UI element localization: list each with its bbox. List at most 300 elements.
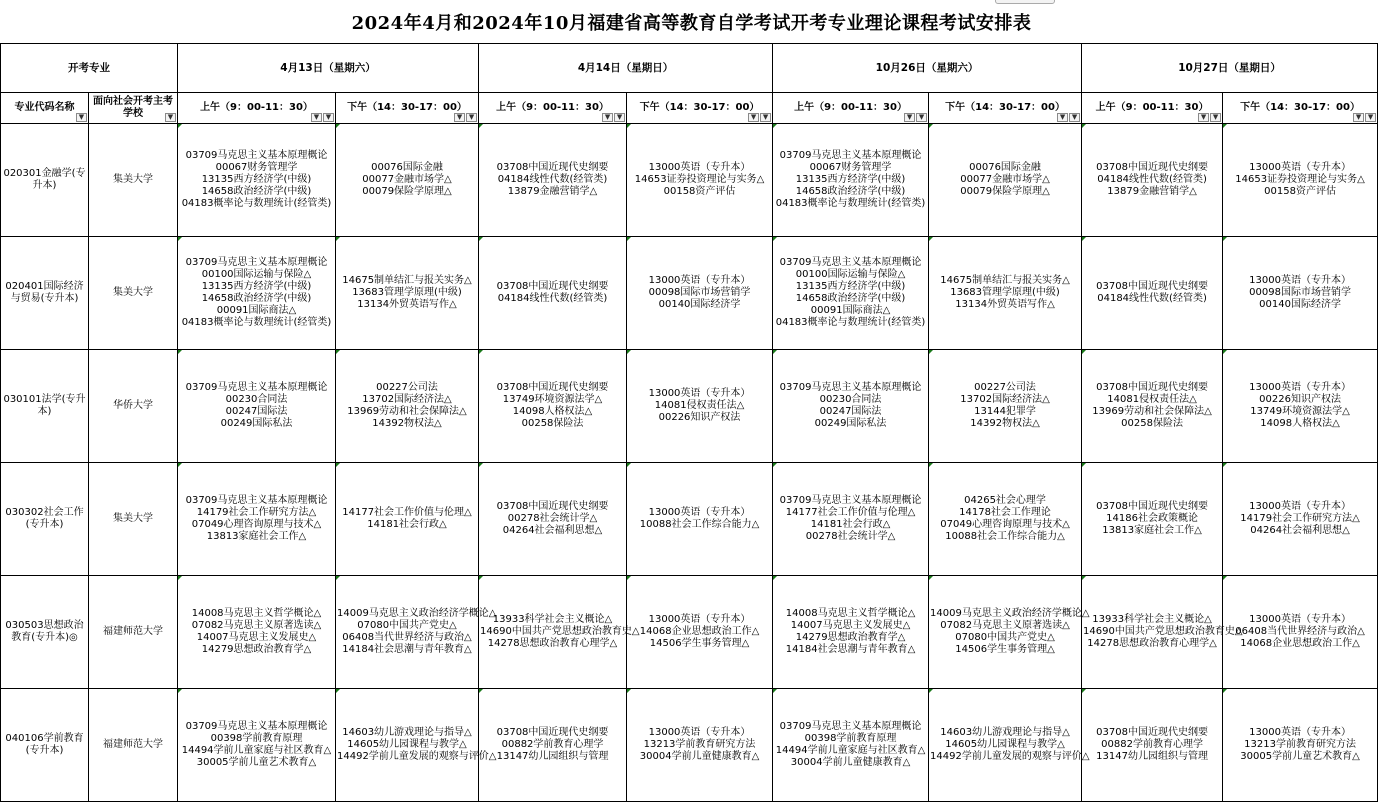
course-item: 14690中国共产党思想政治教育史△ xyxy=(1083,626,1243,637)
course-cell[interactable] xyxy=(1223,124,1378,237)
comment-marker-icon xyxy=(929,350,933,354)
course-item: 14098人格权法△ xyxy=(1260,418,1340,429)
course-item: 14179社会工作研究方法△ xyxy=(1240,513,1360,524)
comment-marker-icon xyxy=(479,237,483,241)
course-cell[interactable] xyxy=(929,350,1082,463)
course-item: 00079保险学原理△ xyxy=(362,186,452,197)
course-cell[interactable] xyxy=(1223,689,1378,802)
major-cell[interactable]: 030302社会工作(专升本) xyxy=(1,463,89,576)
comment-marker-icon xyxy=(1082,576,1086,580)
course-item: 14506学生事务管理△ xyxy=(649,638,750,649)
course-cell[interactable] xyxy=(929,237,1082,350)
course-item: 00067财务管理学 xyxy=(215,162,298,173)
school-cell[interactable]: 福建师范大学 xyxy=(89,689,178,802)
course-item: 14278思想政治教育心理学△ xyxy=(1087,638,1217,649)
school-cell[interactable]: 集美大学 xyxy=(89,463,178,576)
date-header-1: 4月13日（星期六） xyxy=(178,44,479,93)
course-cell[interactable] xyxy=(773,689,929,802)
course-item: 03709马克思主义基本原理概论 xyxy=(779,150,922,161)
school-cell[interactable]: 集美大学 xyxy=(89,237,178,350)
comment-marker-icon xyxy=(1082,689,1086,693)
course-item: 00100国际运输与保险△ xyxy=(795,269,906,280)
filter-dropdown-icon[interactable]: ▼ xyxy=(1353,113,1364,122)
course-cell[interactable] xyxy=(479,350,627,463)
course-item: 03709马克思主义基本原理概论 xyxy=(185,495,328,506)
filter-dropdown-icon[interactable]: ▼ xyxy=(602,113,613,122)
comment-marker-icon xyxy=(627,576,631,580)
course-item: 03709马克思主义基本原理概论 xyxy=(185,150,328,161)
major-group-header: 开考专业 xyxy=(1,44,178,93)
course-item: 14081侵权责任法△ xyxy=(654,400,745,411)
course-item: 03709马克思主义基本原理概论 xyxy=(185,382,328,393)
course-item: 13147幼儿园组织与管理 xyxy=(496,751,609,762)
course-item: 03709马克思主义基本原理概论 xyxy=(779,721,922,732)
filter-dropdown-icon[interactable]: ▼ xyxy=(1210,113,1221,122)
course-item: 14186社会政策概论 xyxy=(1106,513,1198,524)
course-item: 13969劳动和社会保障法△ xyxy=(1092,406,1212,417)
filter-dropdown-icon[interactable]: ▼ xyxy=(748,113,759,122)
course-item: 13000英语（专升本） xyxy=(1249,727,1351,738)
course-item: 14007马克思主义发展史△ xyxy=(790,620,911,631)
comment-marker-icon xyxy=(1223,350,1227,354)
course-item: 14494学前儿童家庭与社区教育△ xyxy=(775,745,926,756)
comment-marker-icon xyxy=(1223,237,1227,241)
comment-marker-icon xyxy=(773,124,777,128)
course-cell[interactable] xyxy=(627,350,773,463)
course-item: 14177社会工作价值与伦理△ xyxy=(785,507,916,518)
comment-marker-icon xyxy=(627,350,631,354)
course-item: 07082马克思主义原著选读△ xyxy=(940,620,1070,631)
major-cell[interactable]: 020401国际经济与贸易(专升本) xyxy=(1,237,89,350)
course-item: 07049心理咨询原理与技术△ xyxy=(191,519,322,530)
course-item: 14492学前儿童发展的观察与评价△ xyxy=(930,751,1090,762)
course-item: 13144犯罪学 xyxy=(974,406,1036,417)
course-item: 14179社会工作研究方法△ xyxy=(196,507,317,518)
course-cell[interactable] xyxy=(336,350,479,463)
table-row xyxy=(1,463,1378,576)
course-cell[interactable] xyxy=(479,576,640,689)
course-item: 13813家庭社会工作△ xyxy=(1102,525,1202,536)
course-item: 03709马克思主义基本原理概论 xyxy=(185,721,328,732)
course-cell[interactable] xyxy=(1082,350,1223,463)
major-cell[interactable]: 030503思想政治教育(专升本)◎ xyxy=(1,576,89,689)
course-item: 14603幼儿游戏理论与指导△ xyxy=(342,727,472,738)
course-item: 00249国际私法 xyxy=(814,418,887,429)
comment-marker-icon xyxy=(1223,124,1227,128)
course-cell[interactable] xyxy=(929,124,1082,237)
course-item: 04184线性代数(经管类) xyxy=(497,293,608,304)
comment-marker-icon xyxy=(1223,689,1227,693)
code-column-label: 专业代码名称 xyxy=(14,102,75,113)
comment-marker-icon xyxy=(336,350,340,354)
filter-dropdown-icon[interactable]: ▼ xyxy=(1365,113,1376,122)
course-item: 07049心理咨询原理与技术△ xyxy=(940,519,1070,530)
course-cell[interactable] xyxy=(336,124,479,237)
session-header-1-pm[interactable] xyxy=(336,93,479,124)
course-item: 00140国际经济学 xyxy=(1259,299,1341,310)
course-item: 14392物权法△ xyxy=(372,418,442,429)
course-item: 14653证券投资理论与实务△ xyxy=(634,174,765,185)
comment-marker-icon xyxy=(178,576,182,580)
course-cell[interactable] xyxy=(929,463,1082,576)
course-item: 13000英语（专升本） xyxy=(648,614,751,625)
course-item: 00230合同法 xyxy=(819,394,882,405)
course-item: 14675制单结汇与报关实务△ xyxy=(940,275,1070,286)
course-cell[interactable] xyxy=(336,576,497,689)
course-item: 00079保险学原理△ xyxy=(960,186,1050,197)
course-cell[interactable] xyxy=(929,576,1090,689)
filter-dropdown-icon[interactable]: ▼ xyxy=(466,113,477,122)
course-item: 04264社会福利思想△ xyxy=(1250,525,1350,536)
header-row-dates xyxy=(1,44,1378,93)
course-item: 13000英语（专升本） xyxy=(648,275,751,286)
filter-dropdown-icon[interactable]: ▼ xyxy=(1057,113,1068,122)
course-cell[interactable] xyxy=(178,124,336,237)
course-item: 06408当代世界经济与政治△ xyxy=(1235,626,1365,637)
session-header-4-am[interactable] xyxy=(1082,93,1223,124)
session-header-4-pm[interactable] xyxy=(1223,93,1378,124)
course-item: 30004学前儿童健康教育△ xyxy=(790,757,911,768)
comment-marker-icon xyxy=(178,350,182,354)
course-item: 13000英语（专升本） xyxy=(1249,382,1351,393)
course-item: 00249国际私法 xyxy=(220,418,293,429)
session-label: 下午（14：30-17：00） xyxy=(639,102,760,113)
course-cell[interactable] xyxy=(479,463,627,576)
course-item: 00882学前教育心理学 xyxy=(501,739,604,750)
course-item: 00091国际商法△ xyxy=(810,305,891,316)
course-item: 00882学前教育心理学 xyxy=(1101,739,1203,750)
course-item: 13879金融营销学△ xyxy=(507,186,598,197)
course-item: 03709马克思主义基本原理概论 xyxy=(185,257,328,268)
course-item: 14675制单结汇与报关实务△ xyxy=(342,275,472,286)
date-header-3: 10月26日（星期六） xyxy=(773,44,1082,93)
comment-marker-icon xyxy=(479,689,483,693)
course-item: 03708中国近现代史纲要 xyxy=(1096,501,1208,512)
filter-dropdown-icon[interactable]: ▼ xyxy=(323,113,334,122)
filter-dropdown-icon[interactable]: ▼ xyxy=(76,113,87,122)
course-cell[interactable] xyxy=(479,237,627,350)
course-item: 00230合同法 xyxy=(225,394,288,405)
course-item: 04184线性代数(经管类) xyxy=(497,174,608,185)
course-cell[interactable] xyxy=(627,124,773,237)
course-item: 10088社会工作综合能力△ xyxy=(639,519,760,530)
course-cell[interactable] xyxy=(1082,689,1223,802)
course-item: 14177社会工作价值与伦理△ xyxy=(342,507,472,518)
school-column-label: 面向社会开考主考学校 xyxy=(93,96,173,119)
course-item: 07082马克思主义原著选读△ xyxy=(191,620,322,631)
school-column-header[interactable] xyxy=(89,93,178,124)
title-bar xyxy=(0,0,1383,43)
course-cell[interactable] xyxy=(336,689,497,802)
course-item: 13135西方经济学(中级) xyxy=(201,281,312,292)
course-item: 13969劳动和社会保障法△ xyxy=(347,406,467,417)
course-item: 07080中国共产党史△ xyxy=(955,632,1055,643)
school-cell[interactable]: 华侨大学 xyxy=(89,350,178,463)
course-item: 04183概率论与数理统计(经管类) xyxy=(775,198,926,209)
course-item: 00278社会统计学△ xyxy=(507,513,598,524)
course-cell[interactable] xyxy=(1223,237,1378,350)
course-item: 13933科学社会主义概论△ xyxy=(492,614,613,625)
session-header-3-pm[interactable] xyxy=(929,93,1082,124)
course-item: 00158资产评估 xyxy=(1264,186,1336,197)
course-item: 14068企业思想政治工作△ xyxy=(639,626,760,637)
course-cell[interactable] xyxy=(1082,463,1223,576)
course-item: 13134外贸英语写作△ xyxy=(357,299,457,310)
course-item: 03708中国近现代史纲要 xyxy=(1096,382,1208,393)
course-item: 13683管理学原理(中级) xyxy=(352,287,462,298)
session-label: 上午（9：00-11：30） xyxy=(496,102,609,113)
course-item: 14184社会思潮与青年教育△ xyxy=(342,644,472,655)
session-header-1-am[interactable] xyxy=(178,93,336,124)
course-item: 13213学前教育研究方法 xyxy=(643,739,756,750)
toolbar-button[interactable] xyxy=(995,0,1055,4)
comment-marker-icon xyxy=(1082,124,1086,128)
course-item: 03708中国近现代史纲要 xyxy=(496,162,609,173)
course-item: 03708中国近现代史纲要 xyxy=(496,281,609,292)
course-cell[interactable] xyxy=(1082,576,1243,689)
course-item: 00140国际经济学 xyxy=(658,299,741,310)
course-item: 14658政治经济学(中级) xyxy=(201,293,312,304)
course-cell[interactable] xyxy=(1082,124,1223,237)
table-row xyxy=(1,576,1378,689)
course-item: 13683管理学原理(中级) xyxy=(950,287,1060,298)
course-item: 13749环境资源法学△ xyxy=(1250,406,1350,417)
course-item: 00227公司法 xyxy=(376,382,438,393)
comment-marker-icon xyxy=(773,576,777,580)
code-column-header[interactable] xyxy=(1,93,89,124)
course-item: 00247国际法 xyxy=(819,406,882,417)
comment-marker-icon xyxy=(773,350,777,354)
course-cell[interactable] xyxy=(627,576,773,689)
comment-marker-icon xyxy=(178,124,182,128)
date-header-4: 10月27日（星期日） xyxy=(1082,44,1378,93)
comment-marker-icon xyxy=(479,463,483,467)
course-item: 03708中国近现代史纲要 xyxy=(496,727,609,738)
course-item: 00278社会统计学△ xyxy=(805,531,896,542)
course-item: 04265社会心理学 xyxy=(964,495,1046,506)
course-cell[interactable] xyxy=(773,350,929,463)
course-item: 14494学前儿童家庭与社区教育△ xyxy=(181,745,332,756)
table-row xyxy=(1,124,1378,237)
session-label: 上午（9：00-11：30） xyxy=(200,102,313,113)
comment-marker-icon xyxy=(929,237,933,241)
course-cell[interactable] xyxy=(178,463,336,576)
course-cell[interactable] xyxy=(178,576,336,689)
course-item: 13000英语（专升本） xyxy=(648,727,751,738)
course-item: 03709马克思主义基本原理概论 xyxy=(779,257,922,268)
comment-marker-icon xyxy=(336,576,340,580)
comment-marker-icon xyxy=(1082,237,1086,241)
course-item: 14181社会行政△ xyxy=(810,519,891,530)
course-cell[interactable] xyxy=(627,463,773,576)
course-item: 13749环境资源法学△ xyxy=(502,394,603,405)
course-item: 30005学前儿童艺术教育△ xyxy=(1240,751,1360,762)
course-item: 14181社会行政△ xyxy=(367,519,447,530)
course-item: 14492学前儿童发展的观察与评价△ xyxy=(337,751,497,762)
course-item: 13702国际经济法△ xyxy=(960,394,1050,405)
course-cell[interactable] xyxy=(178,350,336,463)
course-item: 14690中国共产党思想政治教育史△ xyxy=(480,626,640,637)
comment-marker-icon xyxy=(627,689,631,693)
comment-marker-icon xyxy=(929,576,933,580)
course-item: 00258保险法 xyxy=(1121,418,1183,429)
course-item: 13213学前教育研究方法 xyxy=(1244,739,1356,750)
session-header-2-am[interactable] xyxy=(479,93,627,124)
course-item: 00258保险法 xyxy=(521,418,584,429)
filter-dropdown-icon[interactable]: ▼ xyxy=(311,113,322,122)
major-cell[interactable]: 030101法学(专升本) xyxy=(1,350,89,463)
course-item: 13702国际经济法△ xyxy=(362,394,452,405)
course-item: 03709马克思主义基本原理概论 xyxy=(779,495,922,506)
course-item: 00226知识产权法 xyxy=(1259,394,1341,405)
course-item: 14506学生事务管理△ xyxy=(955,644,1055,655)
header-row-sessions xyxy=(1,93,1378,124)
course-item: 07080中国共产党史△ xyxy=(357,620,457,631)
course-cell[interactable] xyxy=(1082,237,1223,350)
course-item: 04184线性代数(经管类) xyxy=(1097,293,1207,304)
course-item: 14392物权法△ xyxy=(970,418,1040,429)
course-item: 00076国际金融 xyxy=(969,162,1041,173)
course-cell[interactable] xyxy=(627,689,773,802)
course-item: 13813家庭社会工作△ xyxy=(206,531,307,542)
course-cell[interactable] xyxy=(479,124,627,237)
filter-dropdown-icon[interactable]: ▼ xyxy=(1198,113,1209,122)
session-header-3-am[interactable] xyxy=(773,93,929,124)
session-label: 下午（14：30-17：00） xyxy=(347,102,467,113)
filter-dropdown-icon[interactable]: ▼ xyxy=(904,113,915,122)
date-header-2: 4月14日（星期日） xyxy=(479,44,773,93)
comment-marker-icon xyxy=(1082,463,1086,467)
course-item: 14605幼儿园课程与教学△ xyxy=(347,739,467,750)
course-item: 00077金融市场学△ xyxy=(960,174,1050,185)
course-item: 00247国际法 xyxy=(225,406,288,417)
school-cell[interactable]: 福建师范大学 xyxy=(89,576,178,689)
comment-marker-icon xyxy=(336,463,340,467)
exam-schedule-table xyxy=(0,43,1378,802)
course-item: 00091国际商法△ xyxy=(216,305,297,316)
course-item: 14098人格权法△ xyxy=(512,406,593,417)
comment-marker-icon xyxy=(479,124,483,128)
school-cell[interactable]: 集美大学 xyxy=(89,124,178,237)
comment-marker-icon xyxy=(178,463,182,467)
course-cell[interactable] xyxy=(336,237,479,350)
course-item: 14008马克思主义哲学概论△ xyxy=(785,608,916,619)
table-row xyxy=(1,689,1378,802)
course-item: 00076国际金融 xyxy=(371,162,443,173)
course-item: 14658政治经济学(中级) xyxy=(795,293,906,304)
course-item: 14007马克思主义发展史△ xyxy=(196,632,317,643)
course-item: 04183概率论与数理统计(经管类) xyxy=(775,317,926,328)
course-item: 13135西方经济学(中级) xyxy=(201,174,312,185)
course-item: 04184线性代数(经管类) xyxy=(1097,174,1207,185)
course-item: 13000英语（专升本） xyxy=(1249,275,1351,286)
course-item: 14658政治经济学(中级) xyxy=(201,186,312,197)
course-item: 03708中国近现代史纲要 xyxy=(1096,162,1208,173)
course-item: 13000英语（专升本） xyxy=(648,388,751,399)
course-item: 30004学前儿童健康教育△ xyxy=(639,751,760,762)
course-item: 04264社会福利思想△ xyxy=(502,525,603,536)
course-item: 00226知识产权法 xyxy=(658,412,741,423)
filter-dropdown-icon[interactable]: ▼ xyxy=(916,113,927,122)
course-item: 03708中国近现代史纲要 xyxy=(1096,281,1208,292)
comment-marker-icon xyxy=(929,689,933,693)
comment-marker-icon xyxy=(178,237,182,241)
course-item: 03708中国近现代史纲要 xyxy=(496,382,609,393)
session-header-2-pm[interactable] xyxy=(627,93,773,124)
session-label: 下午（14：30-17：00） xyxy=(1240,102,1360,113)
session-label: 上午（9：00-11：30） xyxy=(794,102,907,113)
course-cell[interactable] xyxy=(929,689,1090,802)
course-item: 13000英语（专升本） xyxy=(648,507,751,518)
course-cell[interactable] xyxy=(178,689,336,802)
comment-marker-icon xyxy=(773,237,777,241)
table-row xyxy=(1,237,1378,350)
filter-dropdown-icon[interactable]: ▼ xyxy=(1069,113,1080,122)
comment-marker-icon xyxy=(773,689,777,693)
course-item: 00077金融市场学△ xyxy=(362,174,452,185)
course-item: 03709马克思主义基本原理概论 xyxy=(779,382,922,393)
course-cell[interactable] xyxy=(1223,576,1378,689)
course-item: 14081侵权责任法△ xyxy=(1107,394,1197,405)
filter-dropdown-icon[interactable]: ▼ xyxy=(760,113,771,122)
comment-marker-icon xyxy=(336,124,340,128)
session-label: 下午（14：30-17：00） xyxy=(945,102,1065,113)
course-item: 00067财务管理学 xyxy=(809,162,892,173)
comment-marker-icon xyxy=(773,463,777,467)
course-cell[interactable] xyxy=(336,463,479,576)
course-item: 14278思想政治教育心理学△ xyxy=(487,638,618,649)
course-item: 13000英语（专升本） xyxy=(1249,162,1351,173)
course-item: 14009马克思主义政治经济学概论△ xyxy=(930,608,1090,619)
course-cell[interactable] xyxy=(1223,463,1378,576)
course-cell[interactable] xyxy=(773,463,929,576)
comment-marker-icon xyxy=(336,689,340,693)
course-cell[interactable] xyxy=(773,124,929,237)
session-label: 上午（9：00-11：30） xyxy=(1095,102,1209,113)
course-item: 13135西方经济学(中级) xyxy=(795,281,906,292)
major-cell[interactable]: 040106学前教育(专升本) xyxy=(1,689,89,802)
course-cell[interactable] xyxy=(178,237,336,350)
course-cell[interactable] xyxy=(479,689,627,802)
comment-marker-icon xyxy=(336,237,340,241)
comment-marker-icon xyxy=(1082,350,1086,354)
course-cell[interactable] xyxy=(773,237,929,350)
course-item: 00398学前教育原理 xyxy=(210,733,303,744)
course-item: 13000英语（专升本） xyxy=(1249,501,1351,512)
course-item: 13134外贸英语写作△ xyxy=(955,299,1055,310)
course-cell[interactable] xyxy=(627,237,773,350)
course-item: 06408当代世界经济与政治△ xyxy=(342,632,472,643)
comment-marker-icon xyxy=(479,350,483,354)
page-title: 2024年4月和2024年10月福建省高等教育自学考试开考专业理论课程考试安排表 xyxy=(351,12,1032,34)
course-item: 14603幼儿游戏理论与指导△ xyxy=(940,727,1070,738)
course-cell[interactable] xyxy=(773,576,929,689)
filter-dropdown-icon[interactable]: ▼ xyxy=(165,113,176,122)
course-item: 13933科学社会主义概论△ xyxy=(1092,614,1212,625)
course-item: 13147幼儿园组织与管理 xyxy=(1096,751,1208,762)
course-item: 14279思想政治教育学△ xyxy=(201,644,312,655)
filter-dropdown-icon[interactable]: ▼ xyxy=(614,113,625,122)
comment-marker-icon xyxy=(627,463,631,467)
course-cell[interactable] xyxy=(1223,350,1378,463)
course-item: 00158资产评估 xyxy=(663,186,736,197)
filter-dropdown-icon[interactable]: ▼ xyxy=(454,113,465,122)
comment-marker-icon xyxy=(627,237,631,241)
major-cell[interactable]: 020301金融学(专升本) xyxy=(1,124,89,237)
course-item: 00398学前教育原理 xyxy=(804,733,897,744)
course-item: 14658政治经济学(中级) xyxy=(795,186,906,197)
course-item: 14178社会工作理论 xyxy=(959,507,1051,518)
